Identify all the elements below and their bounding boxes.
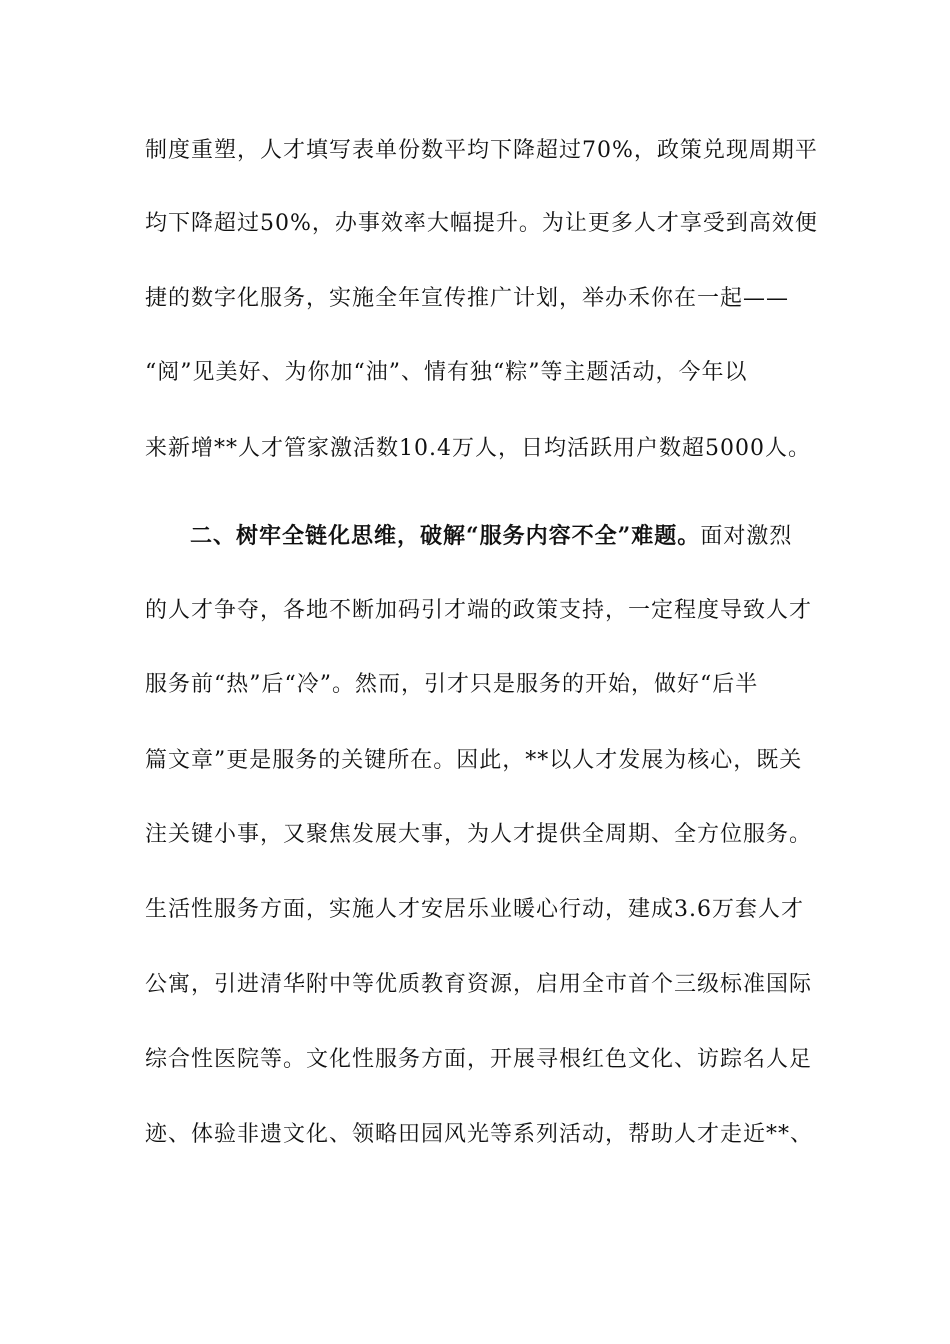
paragraph-line: 注关键小事，又聚焦发展大事，为人才提供全周期、全方位服务。 [145,822,813,847]
section-heading: 二、树牢全链化思维，破解“服务内容不全”难题。 [190,523,701,549]
paragraph-line: 均下降超过50%，办事效率大幅提升。为让更多人才享受到高效便 [145,211,818,236]
paragraph-line: 的人才争夺，各地不断加码引才端的政策支持，一定程度导致人才 [145,598,813,623]
paragraph-line: “阅”见美好、为你加“油”、情有独“粽”等主题活动，今年以 [145,360,748,385]
paragraph-line: 迹、体验非遗文化、领略田园风光等系列活动，帮助人才走近**、 [145,1122,814,1147]
paragraph-line: 生活性服务方面，实施人才安居乐业暖心行动，建成3.6万套人才 [145,897,804,922]
paragraph-first-line [190,521,792,552]
paragraph-line: 捷的数字化服务，实施全年宣传推广计划，举办禾你在一起—— [145,286,790,311]
paragraph-line: 篇文章”更是服务的关键所在。因此，**以人才发展为核心，既关 [145,748,803,773]
paragraph-line: 综合性医院等。文化性服务方面，开展寻根红色文化、访踪名人足 [145,1047,813,1072]
paragraph-line: 来新增**人才管家激活数10.4万人，日均活跃用户数超5000人。 [145,436,811,461]
paragraph-line: 服务前“热”后“冷”。然而，引才只是服务的开始，做好“后半 [145,672,759,697]
paragraph-line: 制度重塑，人才填写表单份数平均下降超过70%，政策兑现周期平 [145,138,818,163]
paragraph-line: 公寓，引进清华附中等优质教育资源，启用全市首个三级标准国际 [145,972,813,997]
heading-continuation: 面对激烈 [700,524,793,549]
